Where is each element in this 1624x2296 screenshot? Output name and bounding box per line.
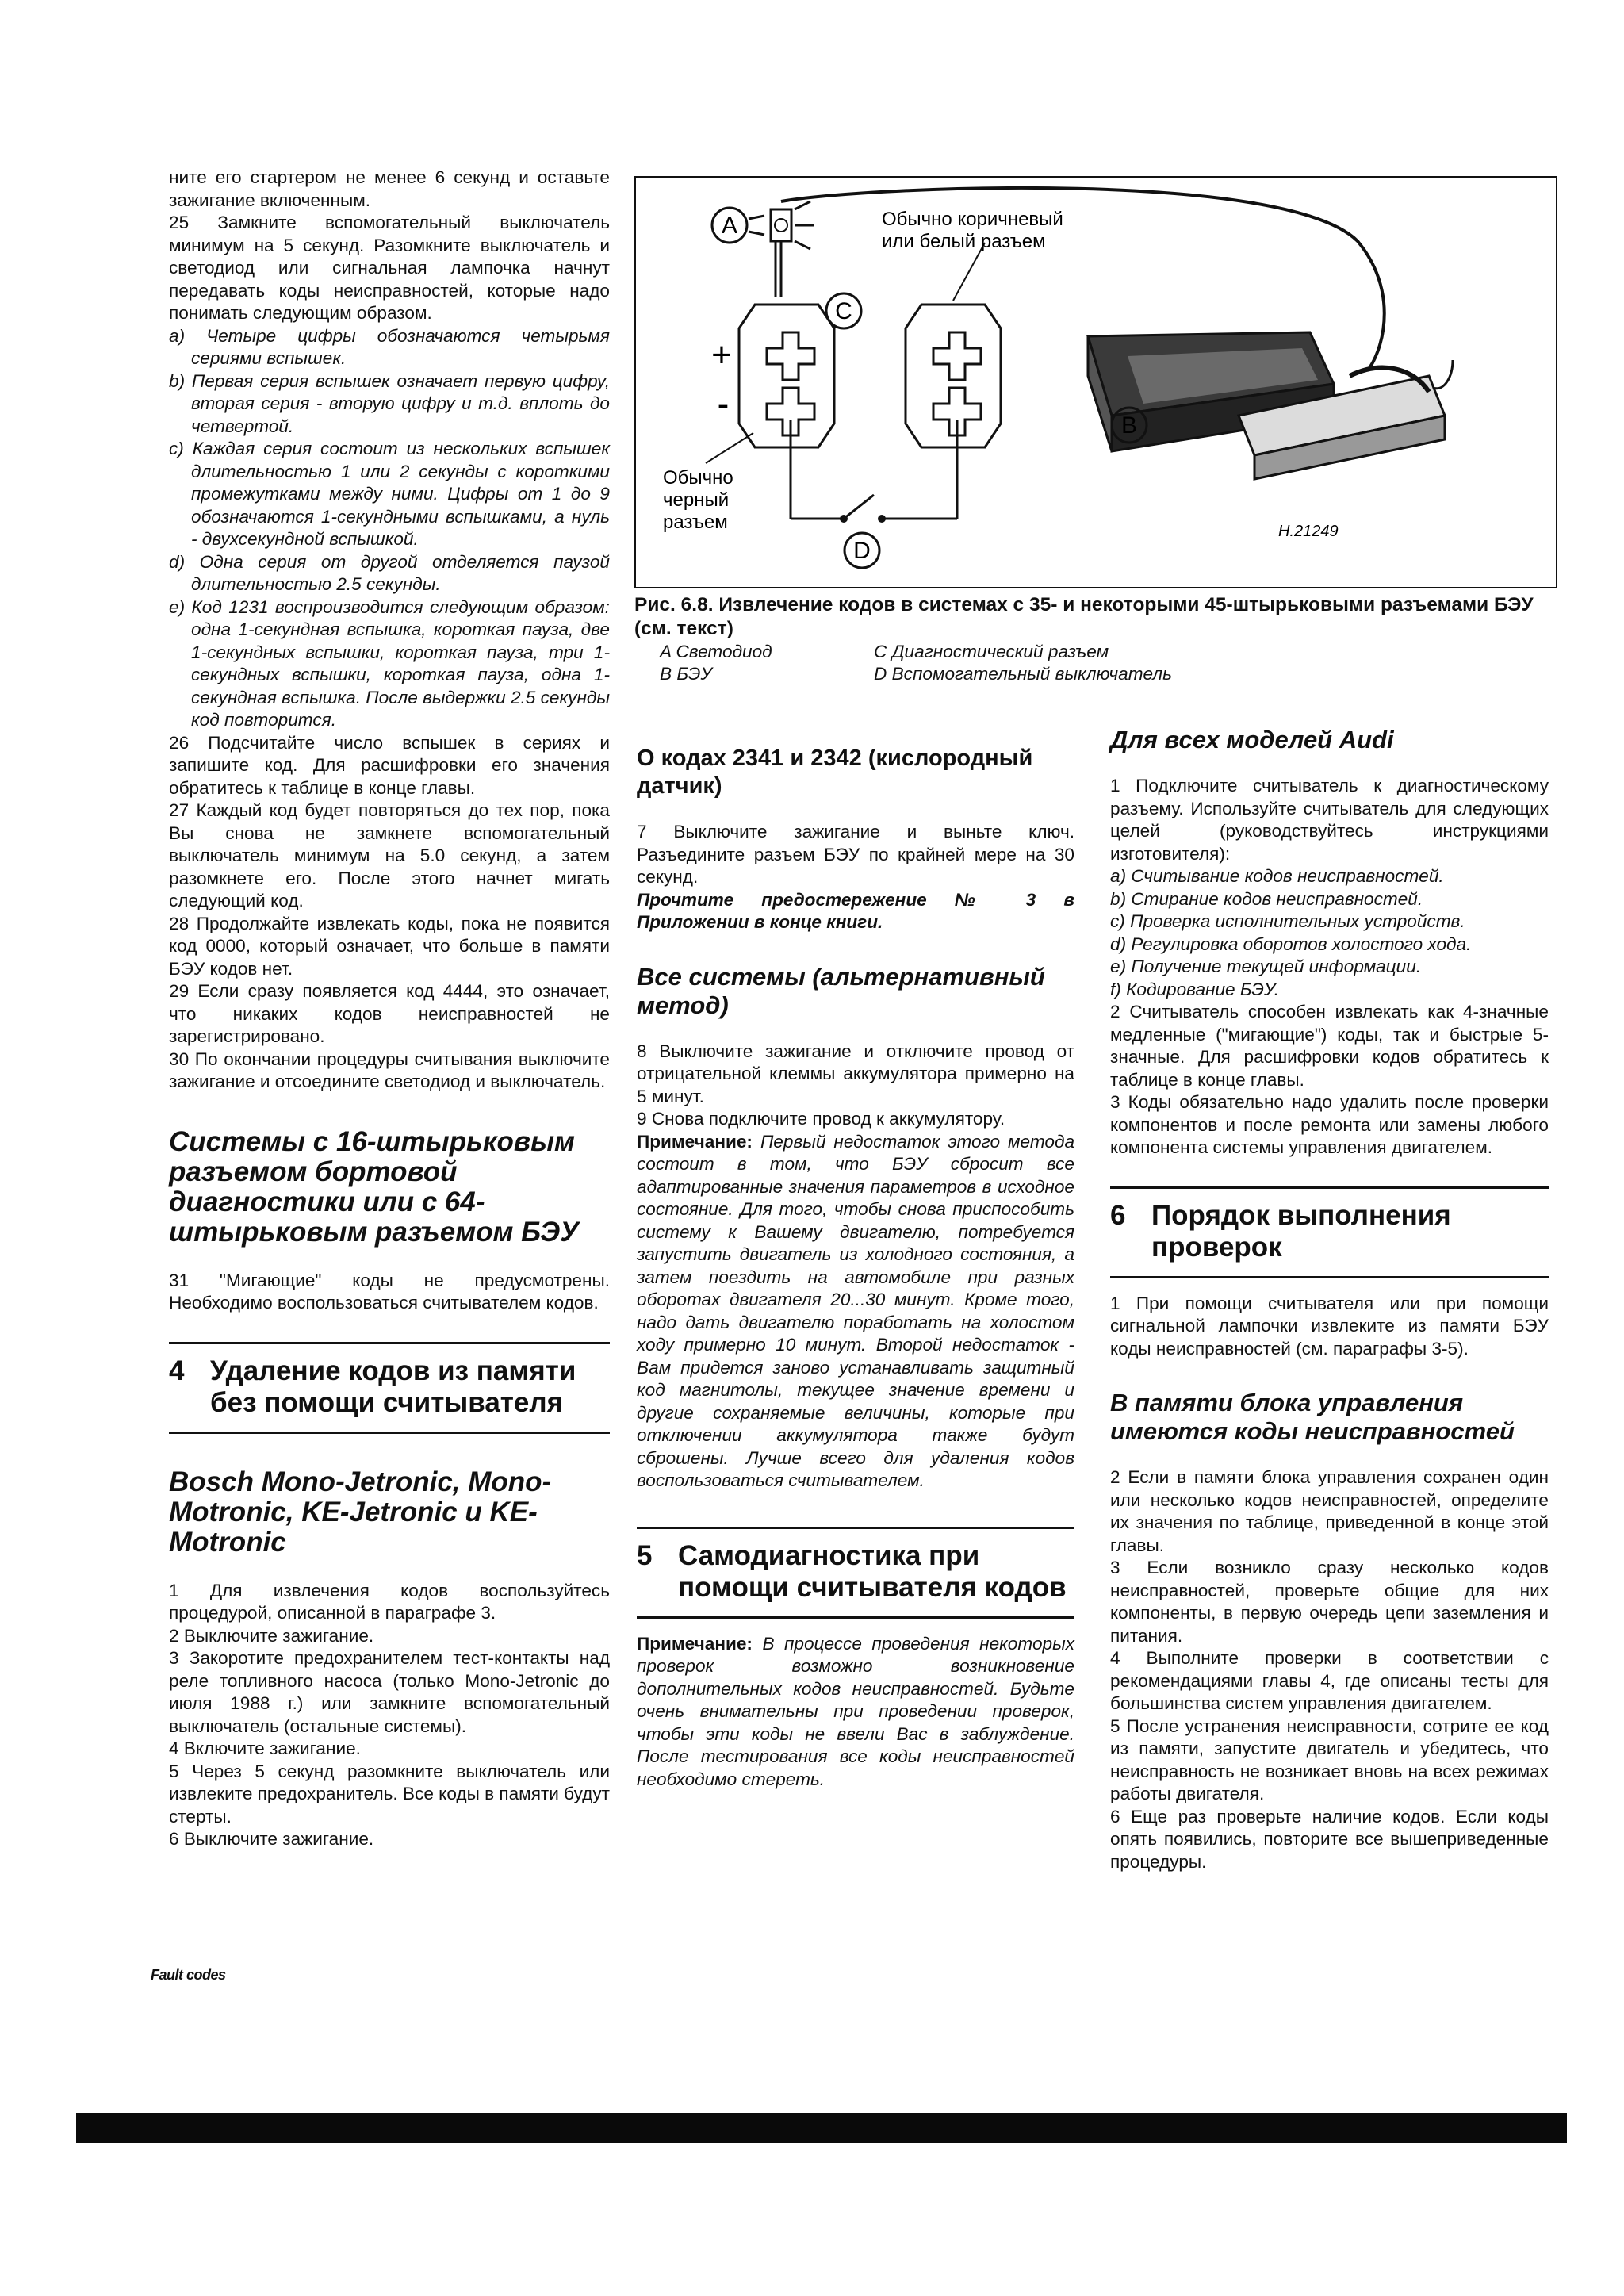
list-item: b) Первая серия вспышек означает первую цифру, вторая серия - вторую цифру и т.д. вплоть до четвертой. — [169, 370, 610, 436]
switch-icon — [844, 495, 874, 519]
list-item: d) Одна серия от другой отделяется паузой длительностью 2.5 секунды. — [169, 551, 610, 594]
heading-bosch: Bosch Mono-Jetronic, Mono-Motronic, KE-Jetronic и KE-Motronic — [169, 1466, 552, 1558]
list-item: d) Регулировка оборотов холостого хода. — [1110, 933, 1472, 954]
step-6: 6 Выключите зажигание. — [169, 1829, 374, 1849]
step-30: 30 По окончании процедуры считывания выключите зажигание и отсоедините светодиод и выключатель. — [169, 1048, 610, 1091]
heading-audi: Для всех моделей Audi — [1110, 726, 1394, 753]
note-label: Примечание: — [637, 1633, 753, 1654]
step-27: 27 Каждый код будет повторяться до тех пор, пока Вы снова не замкнете вспомогательный выключатель минимум на 5.0 секунд, а затем разомкнете его. После этого начнет мигать следующий код. — [169, 800, 610, 910]
section-number: 5 — [637, 1539, 653, 1571]
section-title: Самодиагностика при помощи считывателя кодов — [678, 1539, 1067, 1603]
step-1: 1 Подключите считыватель к диагностическому разъему. Используйте считыватель для следующих целей (руководствуйтесь инструкциями изготовителя): — [1110, 776, 1549, 864]
figure-6-8 — [634, 176, 1557, 588]
check-3: 3 Если возникло сразу несколько кодов неисправностей, проверьте общие для них компоненты, в первую очередь цепи заземления и питания. — [1110, 1558, 1549, 1646]
check-1: 1 При помощи считывателя или при помощи сигнальной лампочки извлеките из памяти БЭУ коды неисправностей (см. параграфы 3-5). — [1110, 1293, 1549, 1359]
list-item: f) Кодирование БЭУ. — [1110, 979, 1279, 999]
section-5-heading — [637, 1529, 1074, 1619]
wiring-diagram — [636, 178, 1556, 587]
section-number: 4 — [169, 1355, 185, 1386]
list-item: a) Считывание кодов неисправностей. — [1110, 866, 1444, 886]
black-connector-icon — [739, 305, 834, 447]
minus-sign: - — [717, 385, 730, 424]
section-number: 6 — [1110, 1199, 1126, 1231]
list-item: c) Каждая серия состоит из нескольких вспышек длительностью 1 или 2 секунды с короткими промежутками между ними. Цифры от 1 до 9 обозначаются 1-секундными вспышками, а нуль - двухсекундной вспышкой. — [169, 439, 610, 549]
list-item: a) Четыре цифры обозначаются четырьмя сериями вспышек. — [169, 325, 610, 368]
step-9: 9 Снова подключите провод к аккумулятору. — [637, 1109, 1005, 1129]
step-31: 31 "Мигающие" коды не предусмотрены. Необходимо воспользоваться считывателем кодов. — [169, 1270, 610, 1313]
note-text: В процессе проведения некоторых проверок возможно возникновение дополнительных кодов неисправностей. Будьте очень внимательны при проведении проверок, чтобы эти коды не ввели Вас в заблуждение. После тестирования все коды неисправностей необходимо стереть. — [637, 1633, 1074, 1789]
step-26: 26 Подсчитайте число вспышек в сериях и запишите код. Для расшифровки его значения обратитесь к таблице в конце главы. — [169, 732, 610, 798]
note-label: Примечание: — [637, 1131, 753, 1152]
column-left — [169, 167, 610, 1851]
figure-caption — [634, 593, 1554, 685]
step-8: 8 Выключите зажигание и отключите провод от отрицательной клеммы аккумулятора примерно на 5 минут. — [637, 1041, 1074, 1106]
bottom-scan-bar — [76, 2113, 1567, 2143]
heading-memory-codes: В памяти блока управления имеются коды неисправностей — [1110, 1389, 1515, 1445]
led-icon — [771, 209, 791, 241]
heading-all-systems: Все системы (альтернативный метод) — [637, 962, 1045, 1019]
step-2: 2 Считыватель способен извлекать как 4-значные медленные ("мигающие") коды, так и быстрые 5-значные. Для расшифровки кодов обратитесь к таблице в конце главы. — [1110, 1002, 1549, 1090]
step-4: 4 Включите зажигание. — [169, 1738, 361, 1758]
step-2: 2 Выключите зажигание. — [169, 1625, 374, 1646]
section-6-heading — [1110, 1186, 1549, 1278]
step-29: 29 Если сразу появляется код 4444, это означает, что никаких кодов неисправностей не зарегистрировано. — [169, 981, 610, 1046]
list-item: e) Код 1231 воспроизводится следующим образом: одна 1-секундная вспышка, короткая пауза, две 1-секундных вспышки, короткая пауза, три 1-секундных вспышки, короткая пауза, одна 1-секундная вспышка. После выдержки 2.5 секунды код повторится. — [169, 596, 611, 730]
step-3: 3 Коды обязательно надо удалить после проверки компонентов и после ремонта или замены любого компонента системы управления двигателем. — [1110, 1092, 1549, 1157]
figure-reference: H.21249 — [1278, 523, 1339, 540]
label-d: D — [853, 538, 871, 564]
section-title: Порядок выполнения проверок — [1151, 1199, 1451, 1263]
step-5: 5 Через 5 секунд разомкните выключатель или извлеките предохранитель. Все коды в памяти будут стерты. — [169, 1761, 610, 1826]
label-c: C — [835, 298, 852, 324]
legend-c: C Диагностический разъем — [874, 642, 1109, 661]
check-4: 4 Выполните проверки в соответствии с рекомендациями главы 4, где описаны тесты для большинства систем управления двигателем. — [1110, 1648, 1549, 1713]
black-connector-label-1: Обычно — [663, 467, 733, 489]
step-28: 28 Продолжайте извлекать коды, пока не появится код 0000, который означает, что больше в памяти БЭУ кодов нет. — [169, 913, 610, 979]
caption-legend — [660, 641, 1554, 685]
section-title: Удаление кодов из памяти без помощи считывателя — [210, 1355, 576, 1418]
list-item: e) Получение текущей информации. — [1110, 956, 1422, 976]
check-5: 5 После устранения неисправности, сотрите ее код из памяти, запустите двигатель и убедитесь, что неисправность не возникает вновь на всех режимах работы двигателя. — [1110, 1715, 1549, 1803]
column-middle — [637, 734, 1074, 1791]
brown-connector-icon — [906, 305, 1001, 447]
note-2 — [637, 1633, 1074, 1792]
step-25: 25 Замкните вспомогательный выключатель минимум на 5 секунд. Разомкните выключатель и светодиод или сигнальная лампочка начнут передавать коды неисправностей, которые надо понимать следующим образом. — [169, 213, 610, 323]
check-6: 6 Еще раз проверьте наличие кодов. Если коды опять появились, повторите все вышеприведенные процедуры. — [1110, 1806, 1549, 1872]
caption-title: Рис. 6.8. Извлечение кодов в системах с 35- и некоторыми 45-штырьковыми разъемами БЭУ (см. текст) — [634, 594, 1534, 639]
plus-sign: + — [711, 335, 732, 374]
black-connector-label-2: черный — [663, 489, 730, 511]
step-1: 1 Для извлечения кодов воспользуйтесь процедурой, описанной в параграфе 3. — [169, 1580, 610, 1623]
legend-a: A Светодиод — [660, 642, 772, 661]
section-4-heading — [169, 1342, 610, 1434]
list-item: b) Стирание кодов неисправностей. — [1110, 888, 1423, 909]
black-connector-label-3: разъем — [663, 512, 728, 533]
note-1 — [637, 1131, 1074, 1493]
legend-d: D Вспомогательный выключатель — [874, 664, 1172, 684]
list-item: c) Проверка исполнительных устройств. — [1110, 911, 1465, 931]
label-b: B — [1120, 412, 1138, 439]
paragraph-continued: ните его стартером не менее 6 секунд и оставьте зажигание включенным. — [169, 167, 610, 210]
step-7: 7 Выключите зажигание и выньте ключ. Разъедините разъем БЭУ по крайней мере на 30 секунд. — [637, 822, 1074, 887]
column-right — [1110, 726, 1549, 1873]
warning-reference: Прочтите предостережение № 3 в Приложении в конце книги. — [637, 889, 1074, 932]
ecu-icon — [1088, 332, 1453, 479]
heading-systems-16pin: Системы с 16-штырьковым разъемом бортовой диагностики или с 64-штырьковым разъемом БЭУ — [169, 1125, 579, 1248]
label-a: A — [721, 213, 738, 239]
check-2: 2 Если в памяти блока управления сохранен один или несколько кодов неисправностей, определите их значения по таблице, приведенной в конце этой главы. — [1110, 1467, 1549, 1555]
note-text: состоит в том, что БЭУ сбросит все адаптированные значения параметров в исходное состояние. Для того, чтобы снова приспособить систему к Вашему двигателю, потребуется запустить двигатель из холодного состояния, а затем поездить на автомобиле при разных оборотах двигателя 20...30 минут. Кроме того, надо дать двигателю поработать на холостом ходу примерно 10 минут. Второй недостаток - Вам придется заново устанавливать защитный код магнитолы, текущее значение времени и другие сохраняемые величины, которые при отключении аккумулятора также будут сброшены. Лучше всего для удаления кодов воспользоваться считывателем. — [637, 1154, 1074, 1490]
page-footer: Fault codes — [151, 1967, 226, 1983]
brown-connector-label: Обычно коричневый или белый разъем — [882, 209, 1063, 252]
step-3: 3 Закоротите предохранителем тест-контакты над реле топливного насоса (только Mono-Jetronic до июля 1988 г.) или замкните вспомогательный выключатель (остальные системы). — [169, 1648, 610, 1736]
legend-b: B БЭУ — [660, 664, 712, 684]
note-lead: Первый недостаток этого метода — [760, 1131, 1075, 1152]
heading-oxygen-codes: О кодах 2341 и 2342 (кислородный датчик) — [637, 746, 1033, 799]
